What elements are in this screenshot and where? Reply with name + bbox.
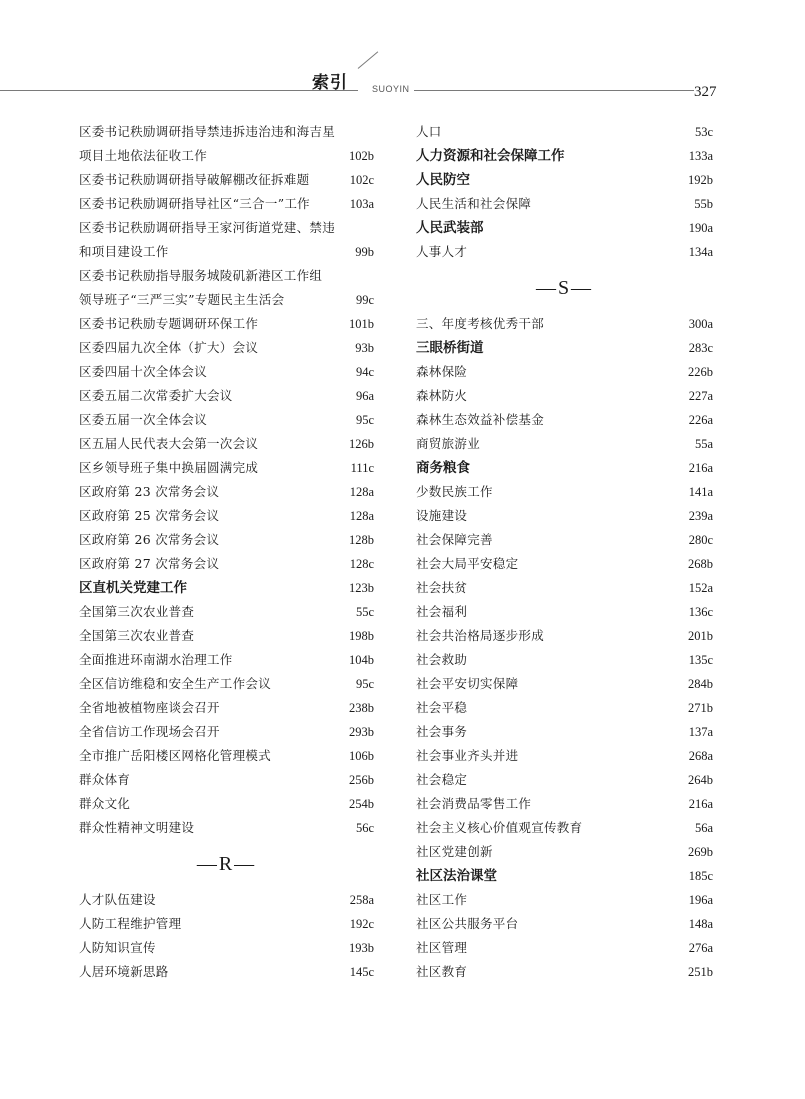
index-entry-term: 森林防火 — [416, 388, 468, 403]
index-entry-page: 148a — [688, 917, 713, 931]
index-column-right — [416, 120, 713, 984]
index-entry-term: 区委书记秩励调研指导禁违拆违治违和海吉星 — [79, 124, 336, 139]
index-entry-page: 283c — [688, 341, 713, 355]
index-entry-page: 99c — [355, 293, 374, 307]
index-entry-page: 227a — [688, 389, 713, 403]
index-entry-term: 区委书记秩励指导服务城陵矶新港区工作组 — [79, 268, 323, 283]
header-rule-slash — [358, 51, 379, 68]
index-entry — [79, 624, 374, 648]
index-entry — [416, 960, 713, 984]
index-entry — [79, 288, 374, 312]
index-entry-page: 251b — [688, 965, 713, 979]
index-entry-page: 284b — [688, 677, 713, 691]
index-entry-page: 264b — [688, 773, 713, 787]
index-entry — [79, 432, 374, 456]
index-entry-term: 社区党建创新 — [416, 844, 493, 859]
index-entry — [79, 672, 374, 696]
index-entry — [416, 192, 713, 216]
index-entry — [416, 936, 713, 960]
index-entry-page: 137a — [688, 725, 713, 739]
index-entry-page: 216a — [688, 797, 713, 811]
index-entry-term: 三眼桥街道 — [416, 340, 484, 356]
index-entry-page: 126b — [349, 437, 374, 451]
index-entry — [79, 456, 374, 480]
index-entry-term: 人民防空 — [416, 172, 470, 188]
section-letter-heading: —S— — [535, 277, 594, 299]
index-entry-term: 全区信访维稳和安全生产工作会议 — [79, 676, 272, 691]
index-entry-term: 人力资源和社会保障工作 — [416, 148, 565, 164]
index-entry — [416, 840, 713, 864]
index-entry-page: 152a — [688, 581, 713, 595]
index-entry-page: 134a — [688, 245, 713, 259]
index-entry-page: 56c — [355, 821, 374, 835]
index-heading-entry — [79, 576, 374, 600]
index-entry — [79, 504, 374, 528]
index-entry-term: 社会事务 — [416, 724, 468, 739]
index-entry — [79, 408, 374, 432]
index-entry-page: 226a — [688, 413, 713, 427]
index-entry-term: 区委五届一次全体会议 — [79, 412, 208, 427]
index-entry-term: 区政府第 27 次常务会议 — [79, 556, 220, 571]
index-heading-entry — [416, 168, 713, 192]
header-subtitle: SUOYIN — [372, 84, 410, 94]
index-entry-term: 群众体育 — [79, 772, 131, 787]
index-entry — [79, 480, 374, 504]
index-entry-page: 128a — [349, 509, 374, 523]
index-entry-page: 271b — [688, 701, 713, 715]
section-letter-heading: —R— — [196, 853, 257, 875]
index-entry-term: 少数民族工作 — [416, 484, 493, 499]
index-entry-page: 145c — [349, 965, 374, 979]
index-entry — [416, 816, 713, 840]
index-entry — [416, 888, 713, 912]
index-entry-term: 人防工程维护管理 — [79, 916, 182, 931]
index-entry-page: 103a — [349, 197, 374, 211]
index-entry-term: 社区公共服务平台 — [416, 916, 519, 931]
index-entry — [416, 600, 713, 624]
index-entry — [79, 240, 374, 264]
index-entry — [416, 552, 713, 576]
page-header — [0, 0, 805, 110]
index-entry-page: 216a — [688, 461, 713, 475]
index-entry — [79, 552, 374, 576]
index-entry-term: 全市推广岳阳楼区网格化管理模式 — [79, 748, 272, 763]
index-heading-entry — [416, 336, 713, 360]
index-entry-page: 102c — [349, 173, 374, 187]
index-entry-term: 全国第三次农业普查 — [79, 628, 195, 643]
index-entry-term: 社会平安切实保障 — [416, 676, 519, 691]
index-entry-page: 135c — [688, 653, 713, 667]
index-entry — [416, 648, 713, 672]
header-rule-right — [414, 90, 694, 91]
index-entry-term: 区委书记秩励专题调研环保工作 — [79, 316, 259, 331]
index-entry-page: 268b — [688, 557, 713, 571]
index-entry — [416, 672, 713, 696]
index-entry-term: 项目土地依法征收工作 — [79, 148, 208, 163]
index-entry-term: 社区法治课堂 — [416, 868, 497, 884]
index-entry-page: 268a — [688, 749, 713, 763]
index-entry-term: 社会平稳 — [416, 700, 468, 715]
index-entry — [79, 360, 374, 384]
index-entry — [416, 480, 713, 504]
index-entry-page: 102b — [349, 149, 374, 163]
index-entry-term: 社会大局平安稳定 — [416, 556, 519, 571]
index-entry — [79, 744, 374, 768]
index-entry — [416, 120, 713, 144]
index-entry — [416, 744, 713, 768]
index-entry — [416, 720, 713, 744]
index-entry — [79, 888, 374, 912]
index-entry — [416, 624, 713, 648]
index-entry-term: 商务粮食 — [416, 460, 470, 476]
index-entry — [416, 696, 713, 720]
index-entry-page: 280c — [688, 533, 713, 547]
index-entry-page: 128c — [349, 557, 374, 571]
index-entry-term: 人口 — [416, 124, 442, 139]
index-entry — [416, 408, 713, 432]
index-entry-page: 258a — [349, 893, 374, 907]
index-entry — [79, 816, 374, 840]
index-entry-term: 人才队伍建设 — [79, 892, 156, 907]
index-entry-page: 293b — [349, 725, 374, 739]
index-entry-page: 104b — [349, 653, 374, 667]
index-entry — [79, 336, 374, 360]
index-entry-term: 群众性精神文明建设 — [79, 820, 195, 835]
index-entry — [416, 528, 713, 552]
index-entry-page: 99b — [355, 245, 374, 259]
index-entry-page: 123b — [349, 581, 374, 595]
index-column-left — [79, 120, 374, 984]
index-entry-term: 区乡领导班子集中换届圆满完成 — [79, 460, 259, 475]
header-rule-left — [0, 90, 358, 91]
index-entry-page: 94c — [355, 365, 374, 379]
index-entry-term: 区政府第 25 次常务会议 — [79, 508, 220, 523]
index-entry-term: 森林保险 — [416, 364, 468, 379]
index-entry-term: 社会事业齐头并进 — [416, 748, 519, 763]
index-entry-page: 96a — [355, 389, 374, 403]
index-entry-term: 社会共治格局逐步形成 — [416, 628, 545, 643]
index-entry-term: 社会福利 — [416, 604, 468, 619]
index-entry — [416, 768, 713, 792]
index-entry-page: 254b — [349, 797, 374, 811]
index-entry — [79, 768, 374, 792]
index-entry-term: 人居环境新思路 — [79, 964, 169, 979]
index-entry-page: 198b — [349, 629, 374, 643]
index-entry — [79, 648, 374, 672]
index-entry — [79, 528, 374, 552]
index-entry-term: 全省信访工作现场会召开 — [79, 724, 220, 739]
index-entry-page: 55b — [694, 197, 713, 211]
index-entry-term: 人事人才 — [416, 244, 468, 259]
index-entry-term: 群众文化 — [79, 796, 131, 811]
index-entry — [79, 936, 374, 960]
index-entry-term: 社会扶贫 — [416, 580, 468, 595]
index-entry-term: 区直机关党建工作 — [79, 580, 187, 596]
index-entry-term: 区政府第 26 次常务会议 — [79, 532, 220, 547]
index-entry-term: 人防知识宣传 — [79, 940, 156, 955]
index-entry — [79, 312, 374, 336]
index-entry — [79, 912, 374, 936]
index-entry-page: 185c — [688, 869, 713, 883]
index-entry-page: 201b — [688, 629, 713, 643]
index-entry-term: 社区工作 — [416, 892, 468, 907]
index-entry — [79, 696, 374, 720]
index-entry-page: 256b — [349, 773, 374, 787]
index-entry-term: 三、年度考核优秀干部 — [416, 316, 545, 331]
index-entry-page: 269b — [688, 845, 713, 859]
index-entry — [416, 360, 713, 384]
index-entry-page: 300a — [688, 317, 713, 331]
index-entry-page: 95c — [355, 677, 374, 691]
index-entry — [416, 384, 713, 408]
index-entry-page: 106b — [349, 749, 374, 763]
index-entry — [416, 432, 713, 456]
index-entry-page: 193b — [349, 941, 374, 955]
index-entry-page: 238b — [349, 701, 374, 715]
index-entry-page: 55c — [355, 605, 374, 619]
index-entry — [416, 792, 713, 816]
index-entry-term: 人民生活和社会保障 — [416, 196, 532, 211]
index-entry-term: 区委书记秩励调研指导社区“三合一”工作 — [79, 196, 310, 211]
index-entry-term: 设施建设 — [416, 508, 468, 523]
index-entry — [79, 720, 374, 744]
index-entry — [416, 912, 713, 936]
index-entry-term: 领导班子“三严三实”专题民主生活会 — [79, 292, 285, 307]
index-entry-term: 区委书记秩励调研指导破解棚改征拆难题 — [79, 172, 310, 187]
index-entry-page: 53c — [694, 125, 713, 139]
index-entry-page: 128a — [349, 485, 374, 499]
index-entry-term: 商贸旅游业 — [416, 436, 481, 451]
index-entry — [79, 192, 374, 216]
index-entry-page: 136c — [688, 605, 713, 619]
index-entry-page: 190a — [688, 221, 713, 235]
index-entry-page: 192b — [688, 173, 713, 187]
index-entry-page: 101b — [349, 317, 374, 331]
index-entry — [416, 240, 713, 264]
index-entry — [79, 384, 374, 408]
index-entry-term: 社会消费品零售工作 — [416, 796, 532, 811]
index-entry-term: 全省地被植物座谈会召开 — [79, 700, 220, 715]
index-entry-term: 区委四届九次全体（扩大）会议 — [79, 340, 259, 355]
index-entry-page: 111c — [350, 461, 374, 475]
index-entry — [79, 144, 374, 168]
index-entry-term: 社区教育 — [416, 964, 468, 979]
index-heading-entry — [416, 456, 713, 480]
index-entry — [79, 168, 374, 192]
index-entry-page: 192c — [349, 917, 374, 931]
index-entry — [79, 120, 374, 144]
index-entry-page: 93b — [355, 341, 374, 355]
index-entry-term: 社会保障完善 — [416, 532, 493, 547]
index-entry-term: 森林生态效益补偿基金 — [416, 412, 545, 427]
header-title: 索引 — [312, 73, 348, 93]
index-entry-term: 社会稳定 — [416, 772, 468, 787]
index-entry-term: 和项目建设工作 — [79, 244, 169, 259]
index-entry-page: 226b — [688, 365, 713, 379]
index-entry-page: 56a — [694, 821, 713, 835]
index-entry — [416, 504, 713, 528]
index-entry-page: 55a — [694, 437, 713, 451]
index-entry-page: 141a — [688, 485, 713, 499]
index-entry-page: 276a — [688, 941, 713, 955]
index-entry-page: 128b — [349, 533, 374, 547]
index-entry-term: 社会主义核心价值观宣传教育 — [416, 820, 583, 835]
index-entry — [79, 264, 374, 288]
index-entry — [416, 312, 713, 336]
index-heading-entry — [416, 864, 713, 888]
index-entry-term: 社区管理 — [416, 940, 468, 955]
index-entry-page: 239a — [688, 509, 713, 523]
index-entry — [79, 216, 374, 240]
index-entry-term: 区委四届十次全体会议 — [79, 364, 208, 379]
index-entry — [79, 792, 374, 816]
index-entry — [79, 960, 374, 984]
index-heading-entry — [416, 144, 713, 168]
index-entry-term: 人民武装部 — [416, 220, 484, 236]
index-entry-page: 196a — [688, 893, 713, 907]
index-entry-term: 社会救助 — [416, 652, 468, 667]
index-entry-term: 全面推进环南湖水治理工作 — [79, 652, 233, 667]
index-entry-page: 95c — [355, 413, 374, 427]
index-entry — [416, 576, 713, 600]
page-number: 327 — [694, 84, 717, 100]
index-entry-term: 区委书记秩励调研指导王家河街道党建、禁违 — [79, 220, 336, 235]
index-entry-term: 全国第三次农业普查 — [79, 604, 195, 619]
index-entry-term: 区政府第 23 次常务会议 — [79, 484, 220, 499]
index-entry-term: 区委五届二次常委扩大会议 — [79, 388, 233, 403]
index-entry — [79, 600, 374, 624]
index-entry-term: 区五届人民代表大会第一次会议 — [79, 436, 259, 451]
index-heading-entry — [416, 216, 713, 240]
index-entry-page: 133a — [688, 149, 713, 163]
